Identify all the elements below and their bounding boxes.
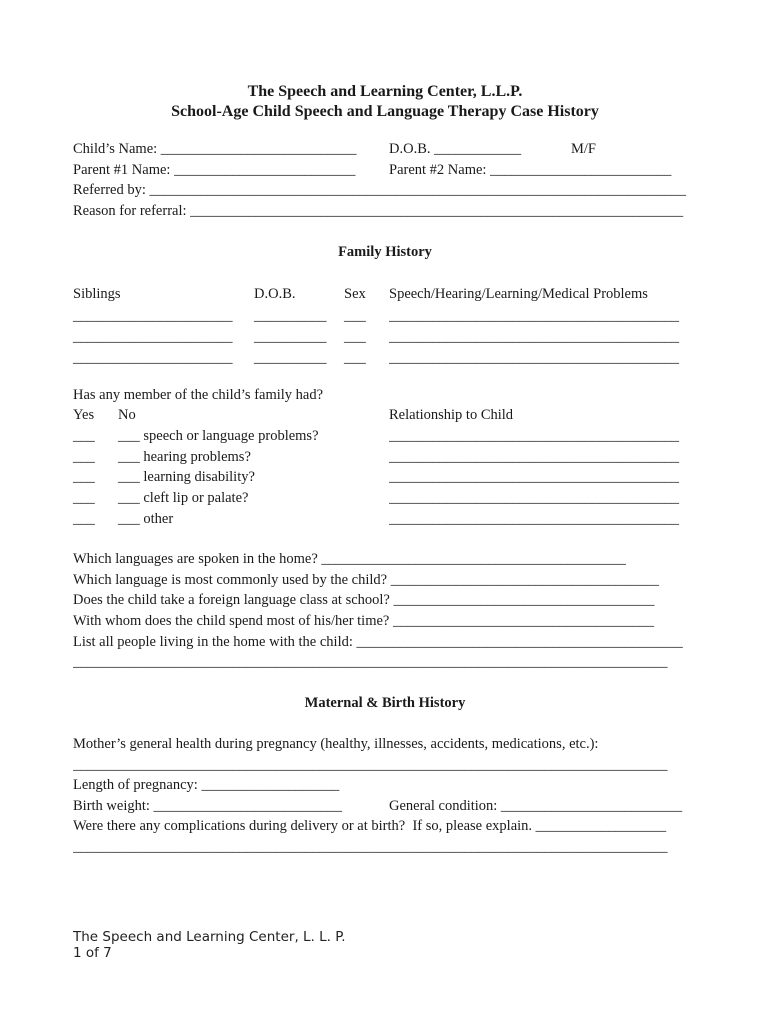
birth-complications-line[interactable]: __________________________________________________________________________________ bbox=[73, 839, 668, 855]
referred-by-field[interactable]: Referred by: __________________________________________________________________________ bbox=[73, 182, 686, 198]
primary-caregiver-field[interactable]: With whom does the child spend most of his/her time? ____________________________________ bbox=[73, 613, 654, 629]
relationship-column-label: Relationship to Child bbox=[389, 407, 514, 423]
form-title-org: The Speech and Learning Center, L.L.P. bbox=[247, 83, 523, 100]
relationship-blank[interactable]: ________________________________________ bbox=[389, 428, 679, 444]
child-sex-field[interactable]: M/F bbox=[571, 141, 596, 157]
family-history-heading: Family History bbox=[338, 244, 432, 260]
siblings-column-header: Siblings bbox=[73, 286, 121, 302]
sibling-sex-blank[interactable]: ___ bbox=[344, 308, 366, 324]
yes-checkbox-blank[interactable]: ___ bbox=[73, 490, 95, 506]
condition-learning-disability[interactable]: ___ learning disability? bbox=[118, 469, 255, 485]
sibling-problem-blank[interactable]: ________________________________________ bbox=[389, 308, 679, 324]
primary-language-field[interactable]: Which language is most commonly used by the child? _____________________________________ bbox=[73, 572, 659, 588]
sibling-name-blank[interactable]: ______________________ bbox=[73, 308, 233, 324]
relationship-blank[interactable]: ________________________________________ bbox=[389, 511, 679, 527]
household-members-line[interactable]: __________________________________________________________________________________ bbox=[73, 654, 668, 670]
condition-cleft-lip-palate[interactable]: ___ cleft lip or palate? bbox=[118, 490, 249, 506]
sibling-name-blank[interactable]: ______________________ bbox=[73, 329, 233, 345]
pregnancy-length-field[interactable]: Length of pregnancy: ___________________ bbox=[73, 777, 340, 793]
condition-hearing[interactable]: ___ hearing problems? bbox=[118, 449, 251, 465]
yes-checkbox-blank[interactable]: ___ bbox=[73, 469, 95, 485]
maternal-health-line[interactable]: __________________________________________________________________________________ bbox=[73, 757, 668, 773]
sibling-dob-blank[interactable]: __________ bbox=[254, 329, 327, 345]
family-history-question: Has any member of the child’s family had? bbox=[73, 387, 324, 403]
languages-spoken-field[interactable]: Which languages are spoken in the home? __________________________________________ bbox=[73, 551, 626, 567]
sibling-name-blank[interactable]: ______________________ bbox=[73, 350, 233, 366]
birth-weight-field[interactable]: Birth weight: __________________________ bbox=[73, 798, 343, 814]
condition-speech-language[interactable]: ___ speech or language problems? bbox=[118, 428, 319, 444]
yes-checkbox-blank[interactable]: ___ bbox=[73, 449, 95, 465]
child-dob-field[interactable]: D.O.B. ____________ bbox=[389, 141, 522, 157]
relationship-blank[interactable]: ________________________________________ bbox=[389, 469, 679, 485]
sibling-problem-blank[interactable]: ________________________________________ bbox=[389, 350, 679, 366]
sibling-dob-blank[interactable]: __________ bbox=[254, 350, 327, 366]
sibling-sex-blank[interactable]: ___ bbox=[344, 350, 366, 366]
sibling-sex-column-header: Sex bbox=[344, 286, 366, 302]
parent1-name-field[interactable]: Parent #1 Name: _________________________ bbox=[73, 162, 356, 178]
yes-checkbox-blank[interactable]: ___ bbox=[73, 428, 95, 444]
relationship-blank[interactable]: ________________________________________ bbox=[389, 449, 679, 465]
child-name-field[interactable]: Child’s Name: ___________________________ bbox=[73, 141, 357, 157]
maternal-birth-history-heading: Maternal & Birth History bbox=[304, 695, 466, 711]
sibling-dob-column-header: D.O.B. bbox=[254, 286, 296, 302]
maternal-health-question: Mother’s general health during pregnancy (healthy, illnesses, accidents, medications, etc.): bbox=[73, 736, 599, 752]
yes-checkbox-blank[interactable]: ___ bbox=[73, 511, 95, 527]
referral-reason-field[interactable]: Reason for referral: ____________________________________________________________________ bbox=[73, 203, 684, 219]
parent2-name-field[interactable]: Parent #2 Name: _________________________ bbox=[389, 162, 672, 178]
form-title: School-Age Child Speech and Language Therapy Case History bbox=[171, 103, 599, 120]
yes-column-label: Yes bbox=[73, 407, 95, 423]
page-number: 1 of 7 bbox=[73, 945, 112, 961]
no-column-label: No bbox=[118, 407, 136, 423]
condition-other[interactable]: ___ other bbox=[118, 511, 174, 527]
sibling-problem-blank[interactable]: ________________________________________ bbox=[389, 329, 679, 345]
household-members-field[interactable]: List all people living in the home with the child: _____________________________________________ bbox=[73, 634, 683, 650]
relationship-blank[interactable]: ________________________________________ bbox=[389, 490, 679, 506]
foreign-language-class-field[interactable]: Does the child take a foreign language class at school? ____________________________________ bbox=[73, 592, 655, 608]
footer-org-name: The Speech and Learning Center, L. L. P. bbox=[73, 929, 346, 945]
general-condition-field[interactable]: General condition: _________________________ bbox=[389, 798, 683, 814]
sibling-problems-column-header: Speech/Hearing/Learning/Medical Problems bbox=[389, 286, 648, 302]
birth-complications-field[interactable]: Were there any complications during delivery or at birth? If so, please explain. __________________ bbox=[73, 818, 667, 834]
sibling-dob-blank[interactable]: __________ bbox=[254, 308, 327, 324]
sibling-sex-blank[interactable]: ___ bbox=[344, 329, 366, 345]
